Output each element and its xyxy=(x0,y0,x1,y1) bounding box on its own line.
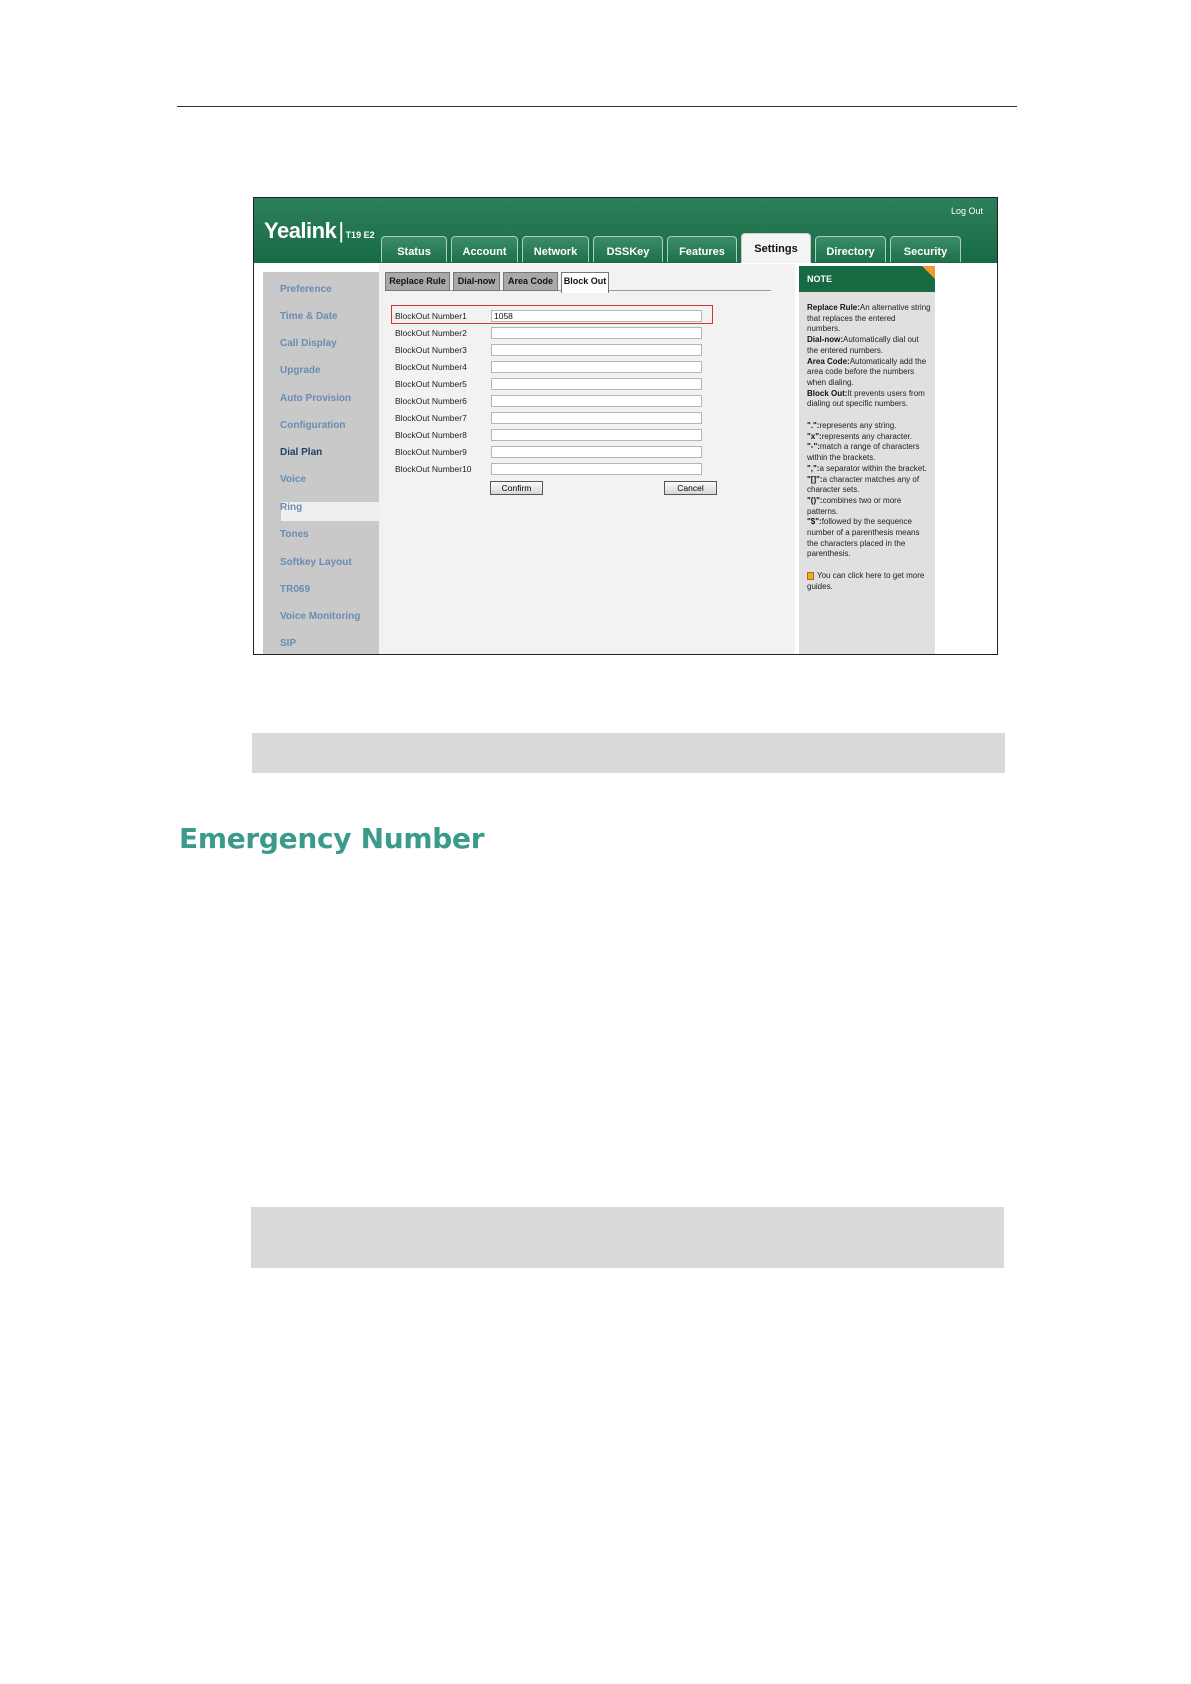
blockout-label-3: BlockOut Number3 xyxy=(395,345,467,355)
subtab-dial-now[interactable]: Dial-now xyxy=(453,272,500,291)
note-shade-bar xyxy=(252,733,1005,773)
cancel-button[interactable]: Cancel xyxy=(664,481,717,495)
note-title: NOTE xyxy=(799,266,935,292)
sidebar-item-preference[interactable]: Preference xyxy=(280,284,332,295)
tab-dsskey[interactable]: DSSKey xyxy=(593,236,663,262)
sidebar-item-tr069[interactable]: TR069 xyxy=(280,584,311,595)
blockout-label-1: BlockOut Number1 xyxy=(395,311,467,321)
blockout-input-8[interactable] xyxy=(491,429,702,441)
blockout-input-5[interactable] xyxy=(491,378,702,390)
guide-link[interactable]: You can click here to get more guides. xyxy=(807,571,925,591)
tab-account[interactable]: Account xyxy=(451,236,518,262)
guide-book-icon xyxy=(807,572,814,580)
blockout-label-5: BlockOut Number5 xyxy=(395,379,467,389)
tab-features[interactable]: Features xyxy=(667,236,737,262)
blockout-input-10[interactable] xyxy=(491,463,702,475)
sidebar-item-voice-monitoring[interactable]: Voice Monitoring xyxy=(280,611,361,622)
blockout-input-7[interactable] xyxy=(491,412,702,424)
subtab-area-code[interactable]: Area Code xyxy=(503,272,558,291)
blockout-label-8: BlockOut Number8 xyxy=(395,430,467,440)
note-panel xyxy=(799,266,935,655)
confirm-button[interactable]: Confirm xyxy=(490,481,543,495)
blockout-label-6: BlockOut Number6 xyxy=(395,396,467,406)
sidebar-item-softkey-layout[interactable]: Softkey Layout xyxy=(280,557,352,568)
sidebar-item-tones[interactable]: Tones xyxy=(280,529,309,540)
blockout-label-10: BlockOut Number10 xyxy=(395,464,472,474)
blockout-label-7: BlockOut Number7 xyxy=(395,413,467,423)
tab-settings[interactable]: Settings xyxy=(741,233,811,263)
blockout-input-1[interactable]: 1058 xyxy=(491,310,702,322)
blockout-input-6[interactable] xyxy=(491,395,702,407)
sidebar-item-upgrade[interactable]: Upgrade xyxy=(280,365,321,376)
blockout-label-4: BlockOut Number4 xyxy=(395,362,467,372)
blockout-input-2[interactable] xyxy=(491,327,702,339)
sidebar-item-voice[interactable]: Voice xyxy=(280,474,306,485)
brand-logo: Yealink| T19 E2 xyxy=(264,218,375,243)
subtab-block-out[interactable]: Block Out xyxy=(561,272,609,293)
sidebar-item-configuration[interactable]: Configuration xyxy=(280,420,346,431)
blockout-input-4[interactable] xyxy=(491,361,702,373)
sidebar-item-dial-plan[interactable]: Dial Plan xyxy=(280,447,323,458)
blockout-label-2: BlockOut Number2 xyxy=(395,328,467,338)
sidebar-item-ring[interactable]: Ring xyxy=(280,502,303,513)
page-header-rule xyxy=(177,106,1017,107)
sidebar-item-sip[interactable]: SIP xyxy=(280,638,297,649)
web-ui-screenshot xyxy=(253,197,998,655)
blockout-input-9[interactable] xyxy=(491,446,702,458)
tab-network[interactable]: Network xyxy=(522,236,589,262)
section-heading: Emergency Number xyxy=(179,822,485,855)
sidebar-item-call-display[interactable]: Call Display xyxy=(280,338,337,349)
note-shade-bar-2 xyxy=(251,1207,1004,1268)
subtab-replace-rule[interactable]: Replace Rule xyxy=(385,272,450,291)
top-header xyxy=(254,198,997,263)
tab-security[interactable]: Security xyxy=(890,236,961,262)
note-corner-icon xyxy=(922,266,935,279)
sidebar xyxy=(263,272,379,655)
logout-link[interactable]: Log Out xyxy=(950,206,983,216)
blockout-input-3[interactable] xyxy=(491,344,702,356)
tab-directory[interactable]: Directory xyxy=(815,236,886,262)
sidebar-item-auto-provision[interactable]: Auto Provision xyxy=(280,393,352,404)
blockout-label-9: BlockOut Number9 xyxy=(395,447,467,457)
note-body: Replace Rule:An alternative string that replaces the entered numbers. Dial-now:Automatically dial out the entered numbers. Area Code:Automatically add the area code before the numbers when dialing. Block Out:It prevents users from dialing out specific numbers. ".":represents any string. "x":represents any character. "-":match a range of characters within the brackets. ",":a separator within the bracket. "[]":a character matches any of character sets. "()":combines two or more patterns. "$":followed by the sequence number of a parenthesis means the characters placed in the parenthesis. You can click here to get more guides. xyxy=(807,303,931,591)
tab-status[interactable]: Status xyxy=(381,236,447,262)
sidebar-item-time-date[interactable]: Time & Date xyxy=(280,311,338,322)
